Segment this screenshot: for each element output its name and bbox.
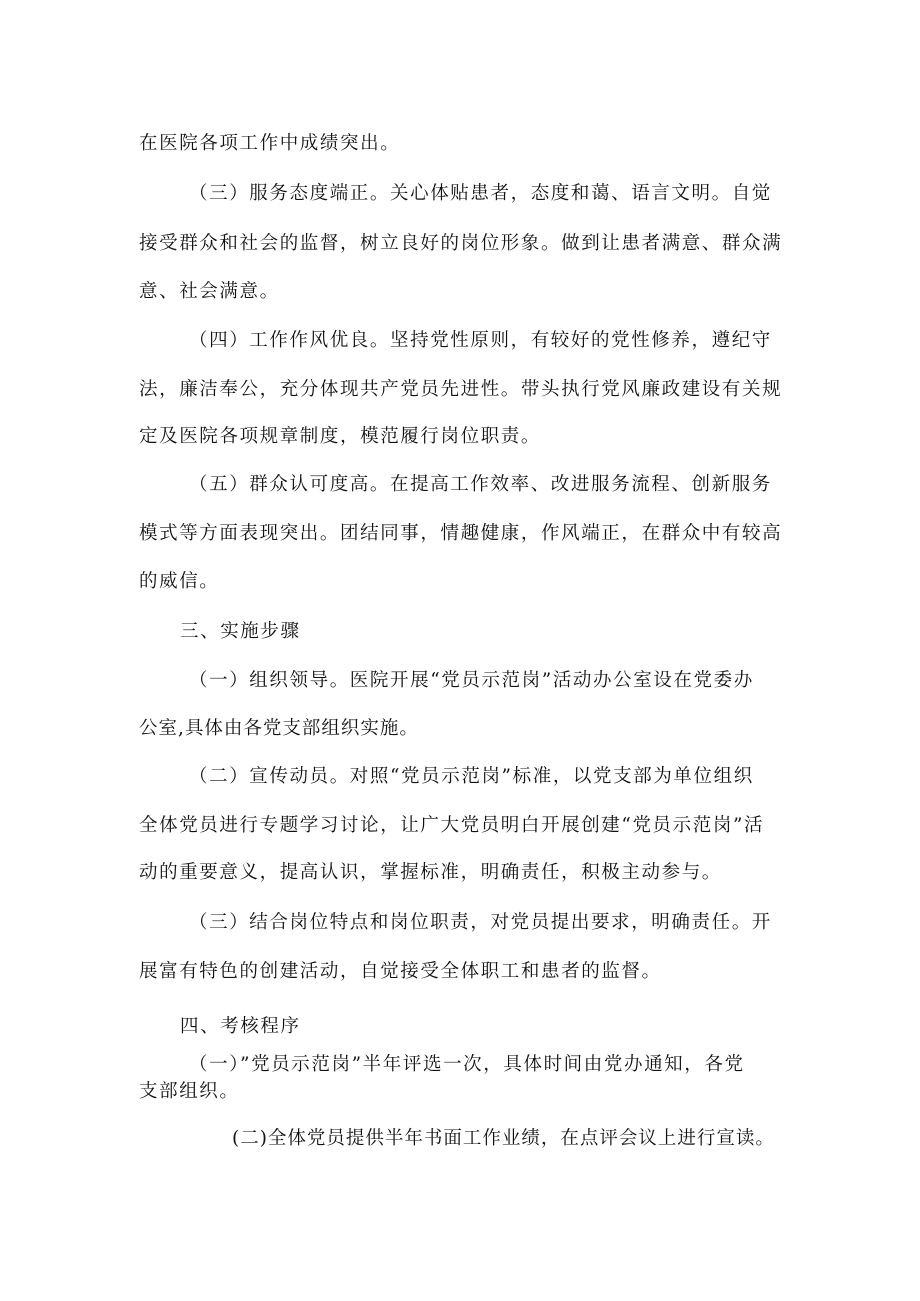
text-line: （一）”党员示范岗”半年评选一次，具体时间由党办通知，各党	[189, 1054, 745, 1075]
section-heading: 四、考核程序	[180, 1016, 301, 1037]
text-line: 在医院各项工作中成绩突出。	[139, 133, 401, 154]
text-line: 的威信。	[139, 571, 220, 592]
text-line: 支部组织。	[139, 1081, 240, 1102]
text-line: 模式等方面表现突出。团结同事，情趣健康，作风端正，在群众中有较高	[139, 523, 783, 544]
text-line: （二）宣传动员。对照“党员示范岗”标准，以党支部为单位组织	[189, 766, 754, 787]
section-heading: 三、实施步骤	[180, 621, 301, 642]
text-line: 法，廉洁奉公，充分体现共产党员先进性。带头执行党风廉政建设有关规	[139, 379, 783, 400]
text-line: 动的重要意义，提高认识，掌握标准，明确责任，积极主动参与。	[139, 862, 722, 883]
text-line: 接受群众和社会的监督，树立良好的岗位形象。做到让患者满意、群众满	[139, 233, 783, 254]
text-line: （一）组织领导。医院开展“党员示范岗”活动办公室设在党委办	[189, 670, 754, 691]
text-line: （四）工作作风优良。坚持党性原则，有较好的党性修养，遵纪守	[189, 330, 772, 351]
text-line: (二)全体党员提供半年书面工作业绩，在点评会议上进行宣读。	[232, 1128, 775, 1149]
text-line: 公室,具体由各党支部组织实施。	[139, 718, 419, 739]
text-line: （五）群众认可度高。在提高工作效率、改进服务流程、创新服务	[189, 474, 772, 495]
text-line: （三）服务态度端正。关心体贴患者，态度和蔼、语言文明。自觉	[189, 183, 772, 204]
text-line: 定及医院各项规章制度，模范履行岗位职责。	[139, 426, 542, 447]
text-line: 展富有特色的创建活动，自觉接受全体职工和患者的监督。	[139, 961, 662, 982]
text-line: 意、社会满意。	[139, 281, 280, 302]
text-line: （三）结合岗位特点和岗位职责，对党员提出要求，明确责任。开	[189, 912, 772, 933]
text-line: 全体党员进行专题学习讨论，让广大党员明白开展创建“党员示范岗”活	[139, 815, 765, 836]
